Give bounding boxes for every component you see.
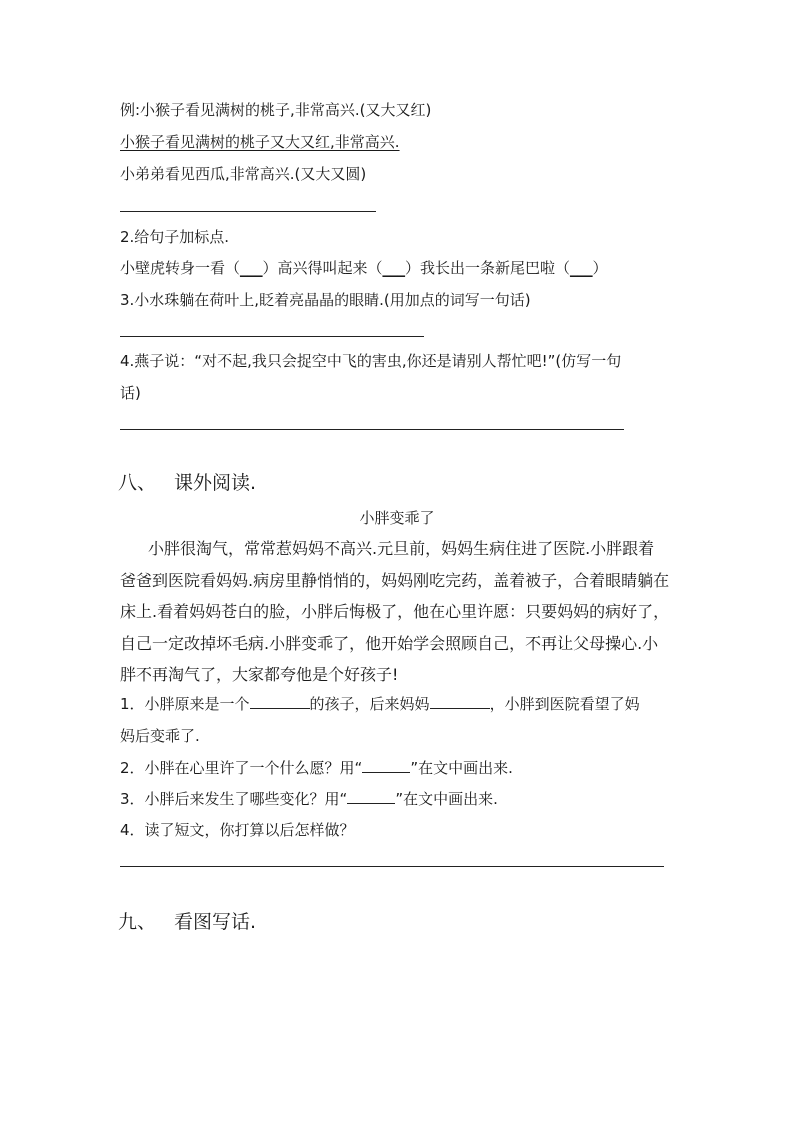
answer-line-4[interactable] bbox=[120, 429, 624, 430]
rq2-blank[interactable] bbox=[362, 758, 410, 773]
section-8-heading bbox=[118, 470, 256, 496]
punct-blank-3[interactable]: ___ bbox=[570, 259, 593, 277]
q2-text-3: ）我长出一条新尾巴啦（ bbox=[405, 259, 571, 277]
punct-blank-2[interactable]: ___ bbox=[382, 259, 406, 277]
rq3-text-a: 3．小胖后来发生了哪些变化？用“ bbox=[120, 790, 348, 808]
reading-question-1 bbox=[120, 693, 640, 715]
story-title: 小胖变乖了 bbox=[359, 509, 435, 527]
question-2-sentence bbox=[120, 257, 608, 279]
section-9-number: 九、 bbox=[118, 911, 157, 933]
rq3-blank[interactable] bbox=[347, 789, 395, 804]
punct-blank-1[interactable]: ___ bbox=[240, 259, 263, 277]
example-answer: 小猴子看见满树的桃子又大又红,非常高兴. bbox=[120, 133, 400, 151]
q2-text-1: 小壁虎转身一看（ bbox=[120, 259, 241, 277]
reading-question-4: 4．读了短文，你打算以后怎样做？ bbox=[120, 821, 355, 839]
rq2-text-a: 2．小胖在心里许了一个什么愿？用“ bbox=[120, 759, 363, 777]
example-sentence: 例:小猴子看见满树的桃子,非常高兴.(又大又红) bbox=[120, 101, 432, 119]
answer-line-reading-4[interactable] bbox=[120, 866, 664, 867]
section-8-title: 课外阅读. bbox=[174, 472, 257, 494]
rq1-blank-1[interactable] bbox=[250, 694, 310, 709]
section-9-heading bbox=[118, 909, 256, 935]
rq1-text-a: 1．小胖原来是一个 bbox=[120, 695, 250, 713]
q2-text-end: ） bbox=[592, 259, 608, 277]
question-2-title: 2.给句子加标点. bbox=[120, 228, 230, 246]
section-8-number: 八、 bbox=[118, 472, 157, 494]
rq3-text-b: ”在文中画出来. bbox=[395, 790, 498, 808]
rq1-text-b: 的孩子，后来妈妈 bbox=[309, 695, 430, 713]
question-4-line-2: 话) bbox=[120, 384, 141, 402]
answer-line-3[interactable] bbox=[120, 336, 424, 337]
story-line-1: 小胖很淘气，常常惹妈妈不高兴.元旦前，妈妈生病住进了医院.小胖跟着 bbox=[148, 539, 655, 558]
story-line-4: 自己一定改掉坏毛病.小胖变乖了，他开始学会照顾自己，不再让父母操心.小 bbox=[120, 634, 659, 653]
question-4-line-1: 4.燕子说：“对不起,我只会捉空中飞的害虫,你还是请别人帮忙吧!”(仿写一句 bbox=[120, 352, 622, 370]
section-9-title: 看图写话. bbox=[174, 911, 257, 933]
reading-question-3 bbox=[120, 788, 498, 810]
story-line-5: 胖不再淘气了，大家都夸他是个好孩子! bbox=[120, 665, 399, 684]
q2-text-2: ）高兴得叫起来（ bbox=[262, 259, 383, 277]
question-3: 3.小水珠躺在荷叶上,眨着亮晶晶的眼睛.(用加点的词写一句话) bbox=[120, 291, 531, 309]
reading-question-2 bbox=[120, 757, 513, 779]
rq1-blank-2[interactable] bbox=[430, 694, 490, 709]
answer-line-1[interactable] bbox=[120, 211, 376, 212]
rq1-text-c: ，小胖到医院看望了妈 bbox=[489, 695, 640, 713]
reading-question-1-line-2: 妈后变乖了. bbox=[120, 727, 200, 745]
question-1-sentence: 小弟弟看见西瓜,非常高兴.(又大又圆) bbox=[120, 165, 367, 183]
rq2-text-b: ”在文中画出来. bbox=[410, 759, 513, 777]
story-line-2: 爸爸到医院看妈妈.病房里静悄悄的，妈妈刚吃完药，盖着被子，合着眼睛躺在 bbox=[120, 571, 670, 590]
story-line-3: 床上.看着妈妈苍白的脸，小胖后悔极了，他在心里许愿：只要妈妈的病好了， bbox=[120, 602, 670, 621]
